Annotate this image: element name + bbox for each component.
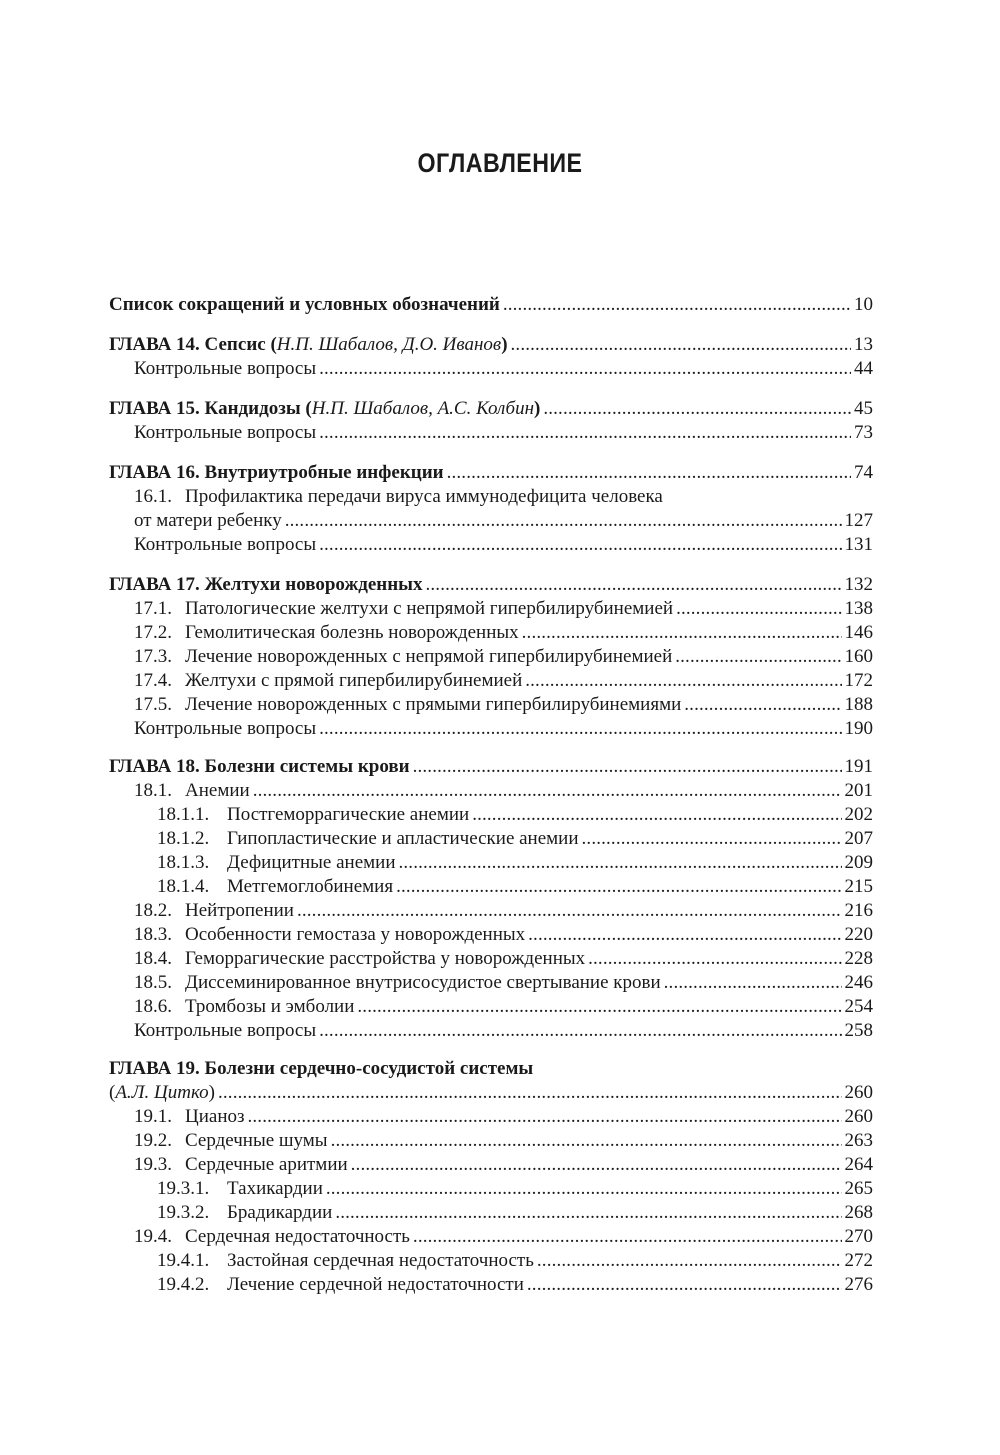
toc-entry-page: 265 xyxy=(844,1178,873,1199)
toc-entry-19-3-2[interactable] xyxy=(109,1201,873,1225)
dot-leader xyxy=(248,1105,842,1129)
dot-leader xyxy=(253,779,842,803)
toc-entry-page: 188 xyxy=(844,694,873,715)
dot-leader xyxy=(527,1273,842,1297)
toc-entry-page: 263 xyxy=(844,1130,873,1151)
toc-entry-page: 202 xyxy=(844,804,873,825)
toc-entry-19-3-1[interactable] xyxy=(109,1177,873,1201)
section-number: 18.1. xyxy=(134,780,172,801)
dot-leader xyxy=(319,717,841,741)
toc-entry-review-questions[interactable] xyxy=(109,717,873,741)
toc-entry-label: Геморрагические расстройства у новорожденных xyxy=(185,948,586,969)
toc-chapter-18[interactable] xyxy=(109,755,873,779)
toc-entry-page: 216 xyxy=(844,900,873,921)
toc-entry-page: 190 xyxy=(844,718,873,739)
toc-entry-page: 201 xyxy=(844,780,873,801)
toc-entry-17-3[interactable] xyxy=(109,645,873,669)
toc-entry-page: 127 xyxy=(844,510,873,531)
dot-leader xyxy=(319,357,851,381)
section-number: 18.5. xyxy=(134,972,172,993)
toc-entry-page: 13 xyxy=(854,334,873,355)
dot-leader xyxy=(326,1177,842,1201)
toc-entry-label: Контрольные вопросы xyxy=(134,358,317,379)
dot-leader xyxy=(472,803,841,827)
toc-entry-label: Метгемоглобинемия xyxy=(227,876,394,897)
dot-leader xyxy=(676,597,841,621)
toc-chapter-17[interactable] xyxy=(109,573,873,597)
toc-entry-page: 209 xyxy=(844,852,873,873)
chapter-title: ГЛАВА 18. Болезни системы крови xyxy=(109,756,410,777)
dot-leader xyxy=(537,1249,842,1273)
dot-leader xyxy=(684,693,841,717)
toc-entry-label: Желтухи с прямой гипербилирубинемией xyxy=(185,670,523,691)
dot-leader xyxy=(351,1153,842,1177)
toc-entry-label: Список сокращений и условных обозначений xyxy=(109,294,500,315)
dot-leader xyxy=(357,995,841,1019)
toc-entry-19-1[interactable] xyxy=(109,1105,873,1129)
chapter-title: ГЛАВА 14. Сепсис xyxy=(109,334,266,355)
chapter-title: ГЛАВА 17. Желтухи новорожденных xyxy=(109,574,423,595)
toc-entry-label: Лечение новорожденных с прямыми гипербилирубинемиями xyxy=(185,694,682,715)
toc-entry-page: 45 xyxy=(854,398,873,419)
toc-chapter-16[interactable] xyxy=(109,461,873,485)
section-number: 19.4.2. xyxy=(157,1274,210,1295)
dot-leader xyxy=(543,397,851,421)
section-number: 19.1. xyxy=(134,1106,172,1127)
toc-entry-page: 270 xyxy=(844,1226,873,1247)
toc-entry-19-4[interactable] xyxy=(109,1225,873,1249)
dot-leader xyxy=(582,827,842,851)
section-number: 19.4.1. xyxy=(157,1250,210,1271)
toc-entry-16-1-line2[interactable] xyxy=(109,509,873,533)
toc-entry-label: Сердечные аритмии xyxy=(185,1154,348,1175)
dot-leader xyxy=(413,1225,842,1249)
toc-entry-19-4-1[interactable] xyxy=(109,1249,873,1273)
dot-leader xyxy=(588,947,841,971)
dot-leader xyxy=(319,1019,841,1043)
section-number: 18.4. xyxy=(134,948,172,969)
toc-entry-label: Контрольные вопросы xyxy=(134,1020,317,1041)
toc-entry-label: Профилактика передачи вируса иммунодефицита человека xyxy=(185,486,663,507)
dot-leader xyxy=(503,293,851,317)
section-number: 19.3. xyxy=(134,1154,172,1175)
toc-entry-19-2[interactable] xyxy=(109,1129,873,1153)
toc-entry-label: Гипопластические и апластические анемии xyxy=(227,828,579,849)
dot-leader xyxy=(511,333,851,357)
toc-entry-label: Диссеминированное внутрисосудистое свертывание крови xyxy=(185,972,661,993)
page-title: ОГЛАВЛЕНИЕ xyxy=(417,148,583,178)
toc-entry-page: 207 xyxy=(844,828,873,849)
dot-leader xyxy=(426,573,842,597)
toc-entry-18-1[interactable] xyxy=(109,779,873,803)
toc-entry-review-questions[interactable] xyxy=(109,421,873,445)
toc-entry-page: 44 xyxy=(854,358,873,379)
toc-entry-page: 260 xyxy=(844,1106,873,1127)
toc-entry-19-4-2[interactable] xyxy=(109,1273,873,1297)
toc-entry-17-5[interactable] xyxy=(109,693,873,717)
toc-entry-page: 220 xyxy=(844,924,873,945)
toc-entry-review-questions[interactable] xyxy=(109,357,873,381)
toc-entry-label: Анемии xyxy=(185,780,250,801)
toc-entry-18-1-4[interactable] xyxy=(109,875,873,899)
toc-entry-16-1-line1[interactable] xyxy=(109,485,873,509)
toc-entry-label: Гемолитическая болезнь новорожденных xyxy=(185,622,519,643)
toc-entry-page: 276 xyxy=(844,1274,873,1295)
dot-leader xyxy=(285,509,842,533)
toc-entry-label: Особенности гемостаза у новорожденных xyxy=(185,924,526,945)
toc-entry-label: Тромбозы и эмболии xyxy=(185,996,355,1017)
toc-entry-label: Лечение новорожденных с непрямой гипербилирубинемией xyxy=(185,646,673,667)
chapter-authors: А.Л. Цитко xyxy=(115,1082,209,1103)
section-number: 18.1.3. xyxy=(157,852,210,873)
toc-entry-label: Патологические желтухи с непрямой гипербилирубинемией xyxy=(185,598,674,619)
toc-chapter-19-line2[interactable]: (А.Л. Цитко) . . . 260 xyxy=(109,1081,873,1105)
toc-entry-label: Брадикардии xyxy=(227,1202,333,1223)
toc-entry-label: Контрольные вопросы xyxy=(134,718,317,739)
toc-entry-page: 268 xyxy=(844,1202,873,1223)
toc-entry-page: 264 xyxy=(844,1154,873,1175)
toc-entry-page: 254 xyxy=(844,996,873,1017)
section-number: 18.3. xyxy=(134,924,172,945)
toc-entry-label: Сердечные шумы xyxy=(185,1130,328,1151)
dot-leader xyxy=(664,971,842,995)
toc-entry-label: Контрольные вопросы xyxy=(134,534,317,555)
toc-entry-page: 131 xyxy=(844,534,873,555)
section-number: 18.1.4. xyxy=(157,876,210,897)
toc-entry-17-1[interactable] xyxy=(109,597,873,621)
toc-entry-page: 191 xyxy=(844,756,873,777)
toc-entry-18-2[interactable] xyxy=(109,899,873,923)
section-number: 19.3.2. xyxy=(157,1202,210,1223)
chapter-title: ГЛАВА 16. Внутриутробные инфекции xyxy=(109,462,444,483)
chapter-authors: Н.П. Шабалов, А.С. Колбин xyxy=(311,398,535,419)
section-number: 17.3. xyxy=(134,646,172,667)
toc-entry-page: 215 xyxy=(844,876,873,897)
section-number: 17.2. xyxy=(134,622,172,643)
toc-entry-page: 228 xyxy=(844,948,873,969)
section-number: 19.3.1. xyxy=(157,1178,210,1199)
dot-leader xyxy=(297,899,842,923)
dot-leader xyxy=(396,875,841,899)
toc-entry-label: Нейтропении xyxy=(185,900,294,921)
toc-entry-label: Цианоз xyxy=(185,1106,245,1127)
toc-entry-page: 132 xyxy=(844,574,873,595)
toc-entry-label: Контрольные вопросы xyxy=(134,422,317,443)
chapter-title: ГЛАВА 19. Болезни сердечно-сосудистой системы xyxy=(109,1058,534,1079)
toc-entry-18-3[interactable] xyxy=(109,923,873,947)
toc-entry-page: 246 xyxy=(844,972,873,993)
toc-entry-label-continued: от матери ребенку xyxy=(134,510,282,531)
section-number: 16.1. xyxy=(134,486,172,507)
toc-entry-page: 272 xyxy=(844,1250,873,1271)
dot-leader xyxy=(522,621,842,645)
chapter-authors: Н.П. Шабалов, Д.О. Иванов xyxy=(276,334,502,355)
toc-entry-label: Лечение сердечной недостаточности xyxy=(227,1274,524,1295)
toc-entry-review-questions[interactable] xyxy=(109,1019,873,1043)
dot-leader xyxy=(447,461,851,485)
chapter-title: ГЛАВА 15. Кандидозы xyxy=(109,398,301,419)
toc-entry-review-questions[interactable] xyxy=(109,533,873,557)
toc-entry-17-4[interactable] xyxy=(109,669,873,693)
toc-entry-label: Застойная сердечная недостаточность xyxy=(227,1250,534,1271)
toc-entry-page: 160 xyxy=(844,646,873,667)
toc-entry-label: Постгеморрагические анемии xyxy=(227,804,470,825)
dot-leader xyxy=(331,1129,842,1153)
toc-entry-page: 138 xyxy=(844,598,873,619)
toc-entry-page: 74 xyxy=(854,462,873,483)
toc-entry-page: 258 xyxy=(844,1020,873,1041)
toc-entry-label: Сердечная недостаточность xyxy=(185,1226,410,1247)
dot-leader xyxy=(675,645,841,669)
toc-chapter-15[interactable]: ГЛАВА 15. Кандидозы (Н.П. Шабалов, А.С. Колбин) . . . 45 xyxy=(109,397,873,421)
toc-entry-18-4[interactable] xyxy=(109,947,873,971)
section-number: 19.4. xyxy=(134,1226,172,1247)
toc-entry-page: 10 xyxy=(854,294,873,315)
toc-entry-abbreviations[interactable] xyxy=(109,293,873,317)
toc-entry-18-1-3[interactable] xyxy=(109,851,873,875)
toc-entry-18-5[interactable] xyxy=(109,971,873,995)
dot-leader xyxy=(335,1201,841,1225)
toc-entry-label: Тахикардии xyxy=(227,1178,323,1199)
toc-entry-page: 73 xyxy=(854,422,873,443)
section-number: 18.1.1. xyxy=(157,804,210,825)
section-number: 17.5. xyxy=(134,694,172,715)
toc-entry-18-1-1[interactable] xyxy=(109,803,873,827)
section-number: 19.2. xyxy=(134,1130,172,1151)
dot-leader xyxy=(528,923,841,947)
dot-leader xyxy=(319,533,841,557)
toc-chapter-14[interactable]: ГЛАВА 14. Сепсис (Н.П. Шабалов, Д.О. Иванов) . . . 13 xyxy=(109,333,873,357)
section-number: 18.1.2. xyxy=(157,828,210,849)
toc-entry-page: 172 xyxy=(844,670,873,691)
section-number: 18.6. xyxy=(134,996,172,1017)
toc-chapter-19-line1[interactable] xyxy=(109,1057,873,1081)
dot-leader xyxy=(413,755,842,779)
toc-entry-page: 146 xyxy=(844,622,873,643)
dot-leader xyxy=(525,669,841,693)
section-number: 17.4. xyxy=(134,670,172,691)
section-number: 17.1. xyxy=(134,598,172,619)
table-of-contents xyxy=(109,293,873,1297)
toc-entry-18-1-2[interactable] xyxy=(109,827,873,851)
toc-entry-19-3[interactable] xyxy=(109,1153,873,1177)
section-number: 18.2. xyxy=(134,900,172,921)
dot-leader xyxy=(319,421,851,445)
toc-entry-label: Дефицитные анемии xyxy=(227,852,396,873)
dot-leader xyxy=(218,1081,842,1105)
toc-entry-page: 260 xyxy=(844,1082,873,1103)
toc-entry-17-2[interactable] xyxy=(109,621,873,645)
toc-entry-18-6[interactable] xyxy=(109,995,873,1019)
dot-leader xyxy=(399,851,842,875)
